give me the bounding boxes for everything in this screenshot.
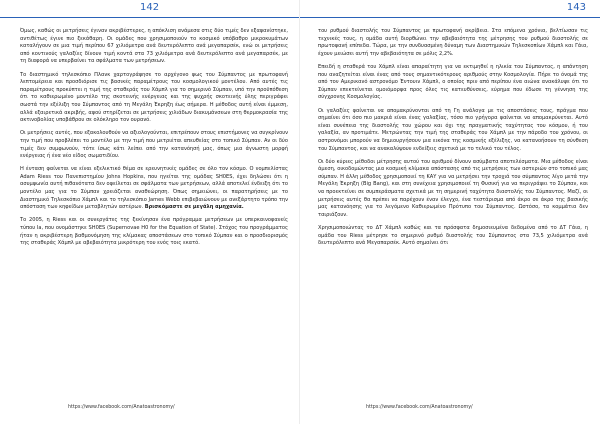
paragraph [20,166,288,212]
paragraph-text: Η ένταση φαίνεται να είναι εξελικτικό θέμα σε ερευνητικές ομάδες σε όλο τον κόσμο. Ο νομπελίστας Adam Riess του Πανεπιστημίου Johns Hopkins, που ηγείται της ομάδας SH0ES, έχει δηλώσει ότι η ασυμφωνία αυτή πιθανότατα δεν οφείλεται σε σφάλματα των μετρήσεων, αλλά αποτελεί ένδειξη ότι το μοντέλο μας για το Σύμπαν χρειάζεται αναθεώρηση. Όπως σημειώνει, οι παρατηρήσεις με το Διαστημικό Τηλεσκόπιο Χάμπλ και το τηλεσκόπιο James Webb επιβεβαιώνουν με ανεξάρτητο τρόπο την απόσταση των κηφείδων μεταβλητών αστέρων. [20,166,288,211]
paragraph: Οι μετρήσεις αυτές, που εξακολουθούν να αξιολογούνται, επιτρέπουν στους επιστήμονες να συγκρίνουν την τιμή που προβλέπει το μοντέλο με την τιμή που μετριέται απευθείας στο τοπικό Σύμπαν. Αν οι δύο τιμές δεν συμφωνούν, τότε ίσως κάτι λείπει από την κατανόησή μας, όπως μια άγνωστη μορφή ενέργειας ή ένα νέο είδος σωματιδίου. [20,130,288,160]
page-number: 142 [140,2,160,13]
right-page [300,0,600,424]
paragraph: Οι δύο κύριες μέθοδοι μέτρησης αυτού του αριθμού δίνουν ασύμβατα αποτελέσματα. Μια μέθοδος είναι άμεση, οικοδομώντας μια κοσμική κλίμακα απόστασης από τις μετρήσεις των αστεριών στο τοπικό μας σύμπαν. Η άλλη μέθοδος χρησιμοποιεί τη ΚΑΥ για να μετρήσει την τροχιά του σύμπαντος λίγο μετά την Μεγάλη Έκρηξη (Big Bang), και στη συνέχεια χρησιμοποιεί τη Φυσική για να περιγράψει το Σύμπαν, και να προεκτείνει σε συμπεράσματα σχετικά με τη σημερινή ταχύτητα διαστολής του Σύμπαντος. Μαζί, οι μετρήσεις αυτές θα πρέπει να παρέχουν έναν έλεγχο, ένα τεστάρισμα από άκρο σε άκρο της βασικής μας κατανόησης για το λεγόμενο Καθιερωμένο Πρότυπο του Σύμπαντος. Ωστόσο, τα κομμάτια δεν ταιριάζουν. [318,158,588,218]
paragraph-bold-text: Βρισκόμαστε σε μεγάλη αμηχανία. [144,204,244,211]
paragraph: Το διαστημικό τηλεσκόπιο Πλανκ χαρτογράφησε το αρχέγονο φως του Σύμπαντος με πρωτοφανή λεπτομέρεια και προσδιόρισε τις βασικές παραμέτρους του κοσμολογικού μοντέλου. Από αυτές τις παραμέτρους προκύπτει η τιμή της σταθεράς του Χάμπλ για το σημερινό Σύμπαν, υπό την προϋπόθεση ότι το καθιερωμένο μοντέλο της σκοτεινής ενέργειας και της ψυχρής σκοτεινής ύλης περιγράφει σωστά την εξέλιξη του Σύμπαντος από τη Μεγάλη Έκρηξη έως σήμερα. Η μέθοδος αυτή είναι έμμεση, αλλά εξαιρετικά ακριβής, αφού στηρίζεται σε μετρήσεις χιλιάδων διακυμάνσεων στη θερμοκρασία της ακτινοβολίας υποβάθρου σε ολόκληρο τον ουρανό. [20,71,288,124]
paragraph: Χρησιμοποιώντας το ΔΤ Χάμπλ καθώς και τα πρόσφατα δημοσιευμένα δεδομένα από το ΔΤ Γάια, η ομάδα του Riess μέτρησε το σημερινό ρυθμό διαστολής του Σύμπαντος στα 73,5 χιλιόμετρα ανά δευτερόλεπτο ανά Μεγαπαρσέκ. Αυτό σημαίνει ότι [318,225,588,247]
footer-link[interactable]: https://www.facebook.com/Anatoastronomy/ [68,405,175,410]
page-header [300,0,600,18]
paragraph: Το 2005, η Riess και οι συνεργάτες της ξεκίνησαν ένα πρόγραμμα μετρήσεων με υπερκαινοφανείς τύπου Ia, που ονομάστηκε SH0ES (Supernovae H0 for the Equation of State). Στόχος του προγράμματος ήταν η ακριβέστερη βαθμονόμηση της κλίμακας αποστάσεων στο τοπικό Σύμπαν και ο προσδιορισμός της σταθεράς Χάμπλ με αβεβαιότητα μικρότερη του ενός τοις εκατό. [20,217,288,247]
paragraph: Οι γαλαξίες φαίνεται να απομακρύνονται από τη Γη ανάλογα με τις αποστάσεις τους, πράγμα που σημαίνει ότι όσο πιο μακριά είναι ένας γαλαξίας, τόσο πιο γρήγορα φαίνεται να απομακρύνεται. Αυτό είναι συνέπεια της διαστολής του χώρου και όχι της πραγματικής ταχύτητας του κόσμου, ή του γαλαξία, αν προτιμάτε. Μετρώντας την τιμή της σταθεράς του Χάμπλ με την πάροδο του χρόνου, οι αστρονόμοι μπορούν να δημιουργήσουν μια εικόνα της κοσμικής εξέλιξης, να κατανοήσουν τη σύνθεση του Σύμπαντος, και να ανακαλύψουν ενδείξεις σχετικά με το τελικό του τέλος. [318,107,588,152]
footer-link[interactable]: https://www.facebook.com/Anatoastronomy/ [366,405,473,410]
paragraph: του ρυθμού διαστολής του Σύμπαντος με πρωτοφανή ακρίβεια. Στα επόμενα χρόνια, βελτίωσαν τις τεχνικές τους, η ομάδα αυτή διορθώνει την αβεβαιότητα της μέτρησης του ρυθμού διαστολής σε πρωτοφανή επίπεδα. Τώρα, με την συνδυασμένη δύναμη των Διαστημικών Τηλεσκοπίων Χάμπλ και Γάια, έχουν μειώσει αυτή την αβεβαιότητα σε μόλις 2,2%. [318,28,588,57]
page-number: 143 [566,2,586,13]
page-body [318,28,588,253]
paragraph: Όμως, καθώς οι μετρήσεις έγιναν ακριβέστερες, η απόκλιση ανάμεσα στις δύο τιμές δεν εξαφανίστηκε, αντιθέτως έγινε πιο ξεκάθαρη. Οι ομάδες που χρησιμοποιούν το κοσμικό υπόβαθρο μικροκυμάτων καταλήγουν σε μια τιμή περίπου 67 χιλιόμετρα ανά δευτερόλεπτο ανά μεγαπαρσέκ, ενώ οι μετρήσεις από κοντινούς γαλαξίες δίνουν τιμή κοντά στα 73 χιλιόμετρα ανά δευτερόλεπτο ανά μεγαπαρσέκ, με τη διαφορά να υπερβαίνει τα σφάλματα των μετρήσεων. [20,28,288,65]
page-header [0,0,300,18]
page-body [20,28,288,253]
paragraph: Επειδή η σταθερά του Χάμπλ είναι απαραίτητη για να εκτιμηθεί η ηλικία του Σύμπαντος, η απάντηση που αναζητείται είναι ένας από τους σημαντικότερους αριθμούς στην Κοσμολογία. Πήρε το όνομά της από τον Αμερικανό αστρονόμο Έντουιν Χάμπλ, ο οποίος πριν από περίπου ένα αιώνα ανακάλυψε ότι το Σύμπαν επεκτείνεται ομοιόμορφα προς όλες τις κατευθύνσεις, εύρημα που έδωσε τη γέννηση της σύγχρονης Κοσμολογίας. [318,63,588,101]
